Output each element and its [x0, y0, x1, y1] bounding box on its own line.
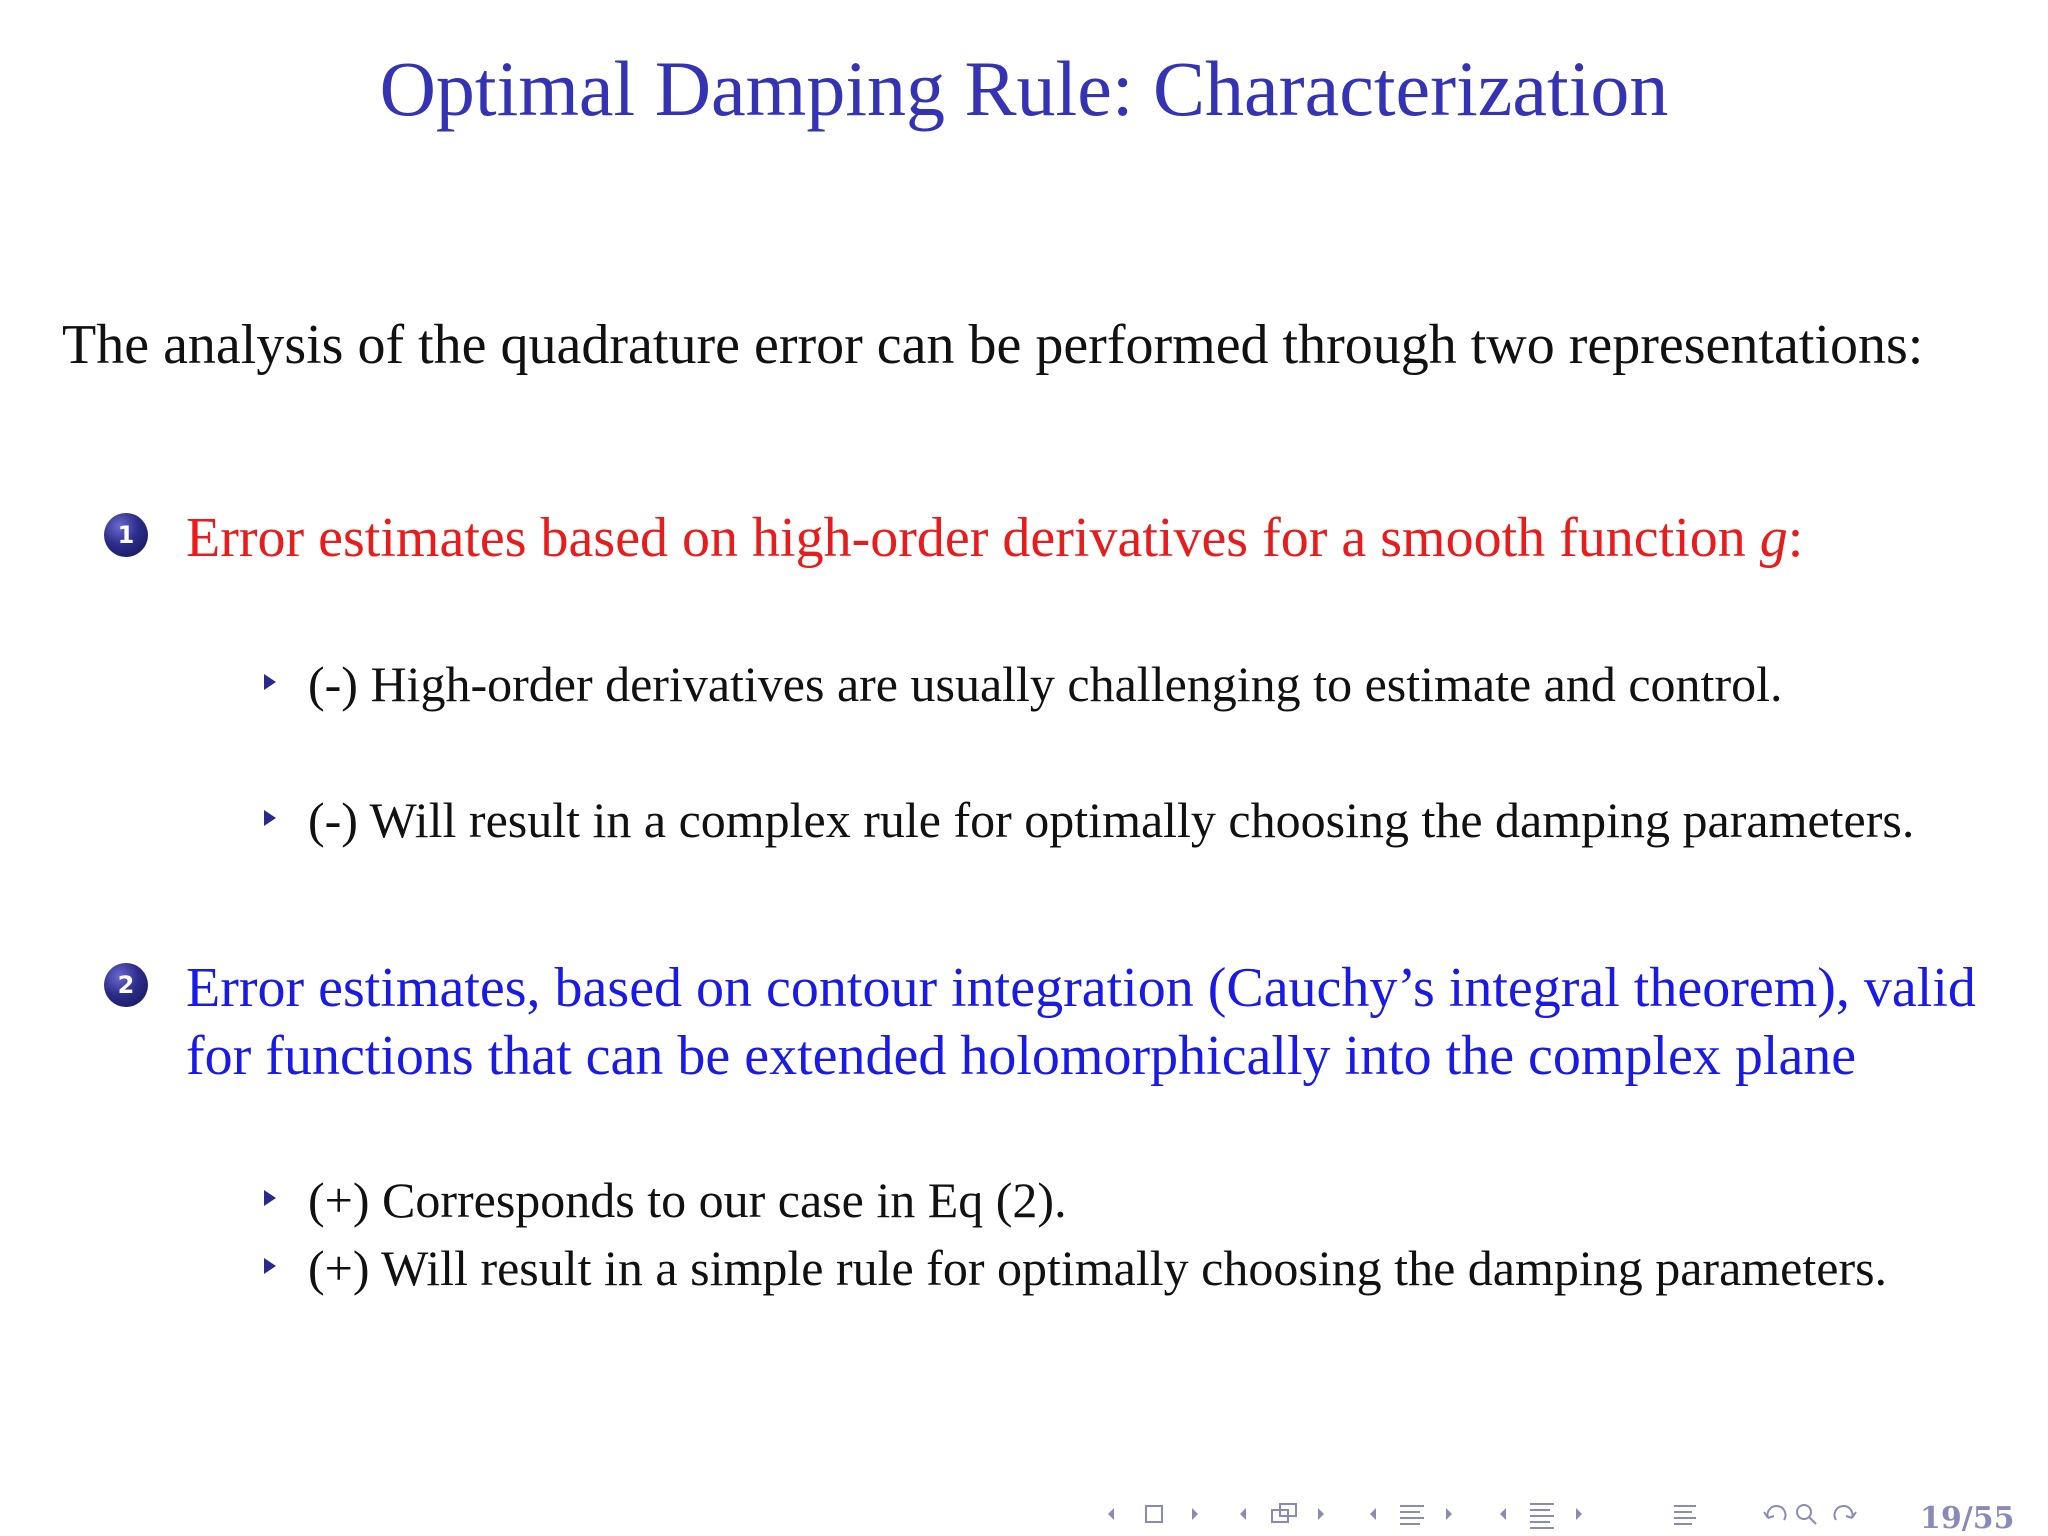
bullet-triangle-icon — [264, 810, 276, 826]
subitem-1b: (-) Will result in a complex rule for optimally choosing the damping parameters. — [308, 792, 1915, 848]
section-list-icon — [1530, 1504, 1554, 1528]
next-arrow-icon — [1446, 1508, 1452, 1520]
next-arrow-icon — [1318, 1508, 1324, 1520]
navigation-bar — [1100, 1496, 1880, 1532]
prev-arrow-icon — [1240, 1508, 1246, 1520]
prev-document-button[interactable] — [1500, 1504, 1582, 1528]
prev-section-button[interactable] — [1370, 1506, 1452, 1524]
bullet-triangle-icon — [264, 1258, 276, 1274]
section-icon — [1400, 1506, 1424, 1524]
enum-item-1-text: Error estimates based on high-order derivatives for a smooth function — [186, 507, 1760, 569]
search-icon[interactable] — [1797, 1505, 1816, 1524]
subitem-2b: (+) Will result in a simple rule for optimally choosing the damping parameters. — [308, 1240, 1888, 1296]
slide-title: Optimal Damping Rule: Characterization — [379, 45, 1669, 132]
intro-paragraph: The analysis of the quadrature error can be performed through two representations: — [62, 314, 1924, 376]
prev-frame-button[interactable] — [1108, 1506, 1198, 1522]
redo-icon[interactable] — [1835, 1506, 1856, 1520]
prev-subsection-button[interactable] — [1240, 1504, 1324, 1522]
enum-number-2-icon: 2 — [104, 963, 148, 1007]
undo-icon[interactable] — [1764, 1506, 1785, 1520]
prev-arrow-icon — [1108, 1508, 1114, 1520]
prev-arrow-icon — [1500, 1508, 1506, 1520]
next-arrow-icon — [1576, 1508, 1582, 1520]
enum-item-2: Error estimates, based on contour integration (Cauchy’s integral theorem), valid for functions that can be extended holomorphically into the complex plane — [186, 957, 1976, 1087]
bullet-triangle-icon — [264, 674, 276, 690]
bullet-triangle-icon — [264, 1190, 276, 1206]
align-icon[interactable] — [1674, 1506, 1696, 1524]
frame-icon — [1146, 1506, 1162, 1522]
enum-item-1-suffix: : — [1787, 507, 1804, 569]
next-arrow-icon — [1192, 1508, 1198, 1520]
page-number: 19/55 — [1920, 1501, 2015, 1536]
enum-item-1 — [186, 504, 2006, 572]
subitem-2a: (+) Corresponds to our case in Eq (2). — [308, 1172, 1067, 1228]
enum-number-1-icon: 1 — [104, 513, 148, 557]
subitem-1a: (-) High-order derivatives are usually challenging to estimate and control. — [308, 656, 1783, 712]
prev-arrow-icon — [1370, 1508, 1376, 1520]
enum-item-1-variable: g — [1759, 507, 1788, 569]
